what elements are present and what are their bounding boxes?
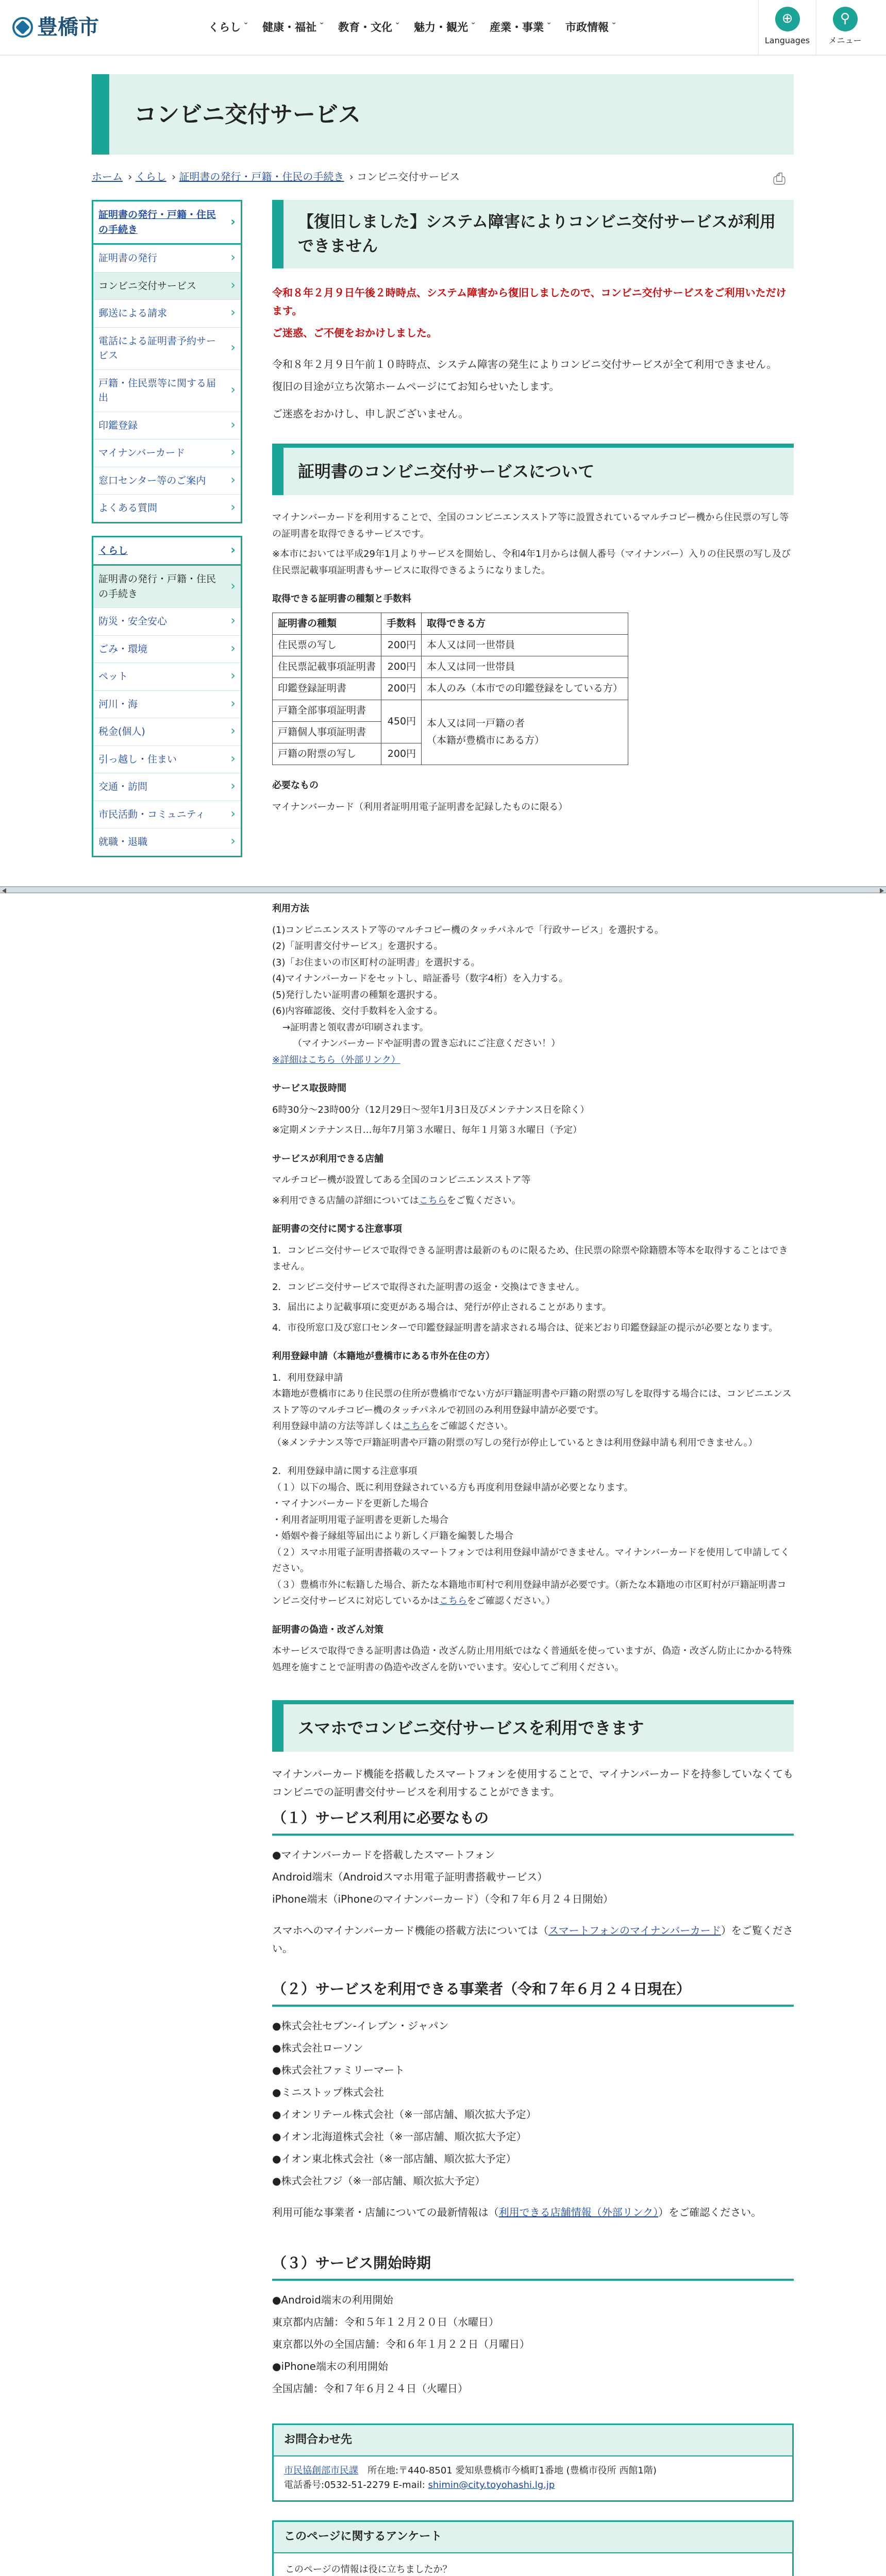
- nav-item[interactable]: 教育・文化 ⌄: [338, 18, 400, 37]
- contact-line: [284, 2478, 782, 2493]
- global-nav: [208, 18, 758, 37]
- store-item: ●イオン北海道株式会社（※一部店舗、順次拡大予定）: [272, 2130, 527, 2143]
- sidebar-item-current[interactable]: コンビニ交付サービス ›: [93, 273, 241, 300]
- stores-note: [272, 1193, 794, 1209]
- need-note: [272, 1922, 794, 1958]
- table-cell-line: 本人又は同一戸籍の者: [427, 718, 525, 730]
- table-header-row: [273, 613, 628, 634]
- menu-button[interactable]: [816, 0, 874, 55]
- breadcrumb-home[interactable]: ホーム: [92, 171, 123, 183]
- sidebar-item[interactable]: マイナンバーカード ›: [93, 439, 241, 467]
- conbini-intro: マイナンバーカードを利用することで、全国のコンビニエンスストア等に設置されているマルチコピー機から住民票の写し等の証明書を取得できるサービスです。: [272, 512, 789, 539]
- hours-text: 6時30分～23時00分（12月29日～翌年1月3日及びメンテナンス日を除く）: [272, 1104, 590, 1115]
- honseki-item: ・利用者証明用電子証明書を更新した場合: [272, 1514, 448, 1526]
- honseki-item: 本籍地が豊橋市にあり住民票の住所が豊橋市でない方が戸籍証明書や戸籍の附票の写しを取得する場合には、コンビニエンスストア等のマルチコピー機のタッチパネルで初回のみ利用登録申請が必要です。: [272, 1388, 792, 1416]
- need-item: iPhone端末（iPhoneのマイナンバーカード）（令和７年６月２４日開始）: [272, 1893, 613, 1905]
- table-cell: 200円: [381, 634, 422, 656]
- store-item: ●株式会社ローソン: [272, 2042, 363, 2054]
- honseki-item: ・マイナンバーカードを更新した場合: [272, 1498, 429, 1509]
- need-note-text: ）をご覧ください。: [272, 1924, 793, 1955]
- sidebar-item[interactable]: 就職・退職 ›: [93, 828, 241, 856]
- table-cell: 印鑑登録証明書: [273, 678, 381, 700]
- store-item: ●イオンリテール株式会社（※一部店舗、順次拡大予定）: [272, 2108, 537, 2121]
- step-item: (3)「お住まいの市区町村の証明書」を選択する。: [272, 957, 480, 968]
- survey-box: [272, 2520, 794, 2576]
- transfer-link[interactable]: こちら: [439, 1596, 467, 1606]
- smartphone-intro: マイナンバーカード機能を搭載したスマートフォンを使用することで、マイナンバーカードを持参していなくてもコンビニでの証明書交付サービスを利用することができます。: [272, 1768, 794, 1798]
- notes-title: 証明書の交付に関する注意事項: [272, 1224, 402, 1234]
- required-text: マイナンバーカード（利用者証明用電子証明書を記録したものに限る）: [272, 801, 568, 812]
- section-heading-smartphone: スマホでコンビニ交付サービスを利用できます: [272, 1700, 794, 1752]
- contact-address: 所在地:〒440-8501 愛知県豊橋市今橋町1番地 (豊橋市役所 西館1階): [367, 2465, 657, 2476]
- honseki-item: （１）以下の場合、既に利用登録されている方も再度利用登録申請が必要となります。: [272, 1482, 633, 1493]
- honseki-text: 利用登録申請の方法等詳しくは: [272, 1421, 402, 1432]
- breadcrumb: ホーム › くらし › 証明書の発行・戸籍・住民の手続き › コンビニ交付サービス: [92, 171, 460, 183]
- sidebar-item[interactable]: 戸籍・住民票等に関する届出 ›: [93, 370, 241, 412]
- table-header: 証明書の種類: [273, 613, 381, 634]
- contact-tel: 電話番号:0532-51-2279 E-mail:: [284, 2480, 425, 2491]
- honseki-item: [272, 1418, 794, 1435]
- table-cell-line: （本籍が豊橋市にある方）: [427, 735, 545, 747]
- table-cell: 本人又は同一世帯員: [422, 634, 628, 656]
- smartphone-mynumber-link[interactable]: スマートフォンのマイナンバーカード: [548, 1924, 721, 1937]
- honseki-item: （※メンテナンス等で戸籍証明書や戸籍の附票の写しの発行が停止しているときは利用登録申請も利用できません。）: [272, 1437, 758, 1448]
- sidebar-item[interactable]: 市民活動・コミュニティ ›: [93, 801, 241, 829]
- table-row: [273, 634, 628, 656]
- survey-body: [274, 2553, 792, 2576]
- nav-item[interactable]: 魅力・観光 ⌄: [414, 18, 476, 37]
- stores-sp-note-text: ）をご確認ください。: [658, 2206, 762, 2218]
- table-header: 手数料: [381, 613, 422, 634]
- nav-item[interactable]: 健康・福祉 ⌄: [262, 18, 325, 37]
- required-title: 必要なもの: [272, 780, 319, 791]
- table-header: 取得できる方: [422, 613, 628, 634]
- sidebar-item[interactable]: 窓口センター等のご案内 ›: [93, 467, 241, 495]
- page-title: コンビニ交付サービス: [92, 74, 794, 155]
- survey-heading: このページに関するアンケート: [274, 2522, 792, 2553]
- hours-note: ※定期メンテナンス日…毎年7月第３水曜日、毎年１月第３水曜日（予定）: [272, 1125, 582, 1136]
- step-item: (2)「証明書交付サービス」を選択する。: [272, 941, 443, 952]
- honseki-item: 1．利用登録申請: [272, 1372, 343, 1383]
- table-cell: 200円: [381, 656, 422, 678]
- email-link[interactable]: shimin@city.toyohashi.lg.jp: [428, 2480, 555, 2491]
- table-cell: 本人又は同一世帯員: [422, 656, 628, 678]
- menu-label: メニュー: [828, 36, 862, 45]
- stores-link[interactable]: こちら: [419, 1195, 447, 1206]
- sidebar-item[interactable]: 郵送による請求 ›: [93, 300, 241, 328]
- note-item: 1．コンビニ交付サービスで取得できる証明書は最新のものに限るため、住民票の除票や除籍謄本等本を取得することはできません。: [272, 1245, 788, 1272]
- sidebar-item[interactable]: 防災・安全安心 ›: [93, 608, 241, 636]
- fraud-title: 証明書の偽造・改ざん対策: [272, 1624, 383, 1635]
- start-item: ●Android端末の利用開始: [272, 2294, 393, 2306]
- steps-title: 利用方法: [272, 903, 309, 914]
- table-cell: 200円: [381, 743, 422, 765]
- start-item: 全国店舗：令和７年６月２４日（火曜日）: [272, 2382, 468, 2395]
- honseki-item: 2．利用登録申請に関する注意事項: [272, 1466, 417, 1477]
- fee-table: [272, 613, 628, 766]
- sidebar-item[interactable]: 引っ越し・住まい ›: [93, 746, 241, 774]
- table-cell: 戸籍個人事項証明書: [273, 721, 381, 743]
- details-external-link[interactable]: ※詳細はこちら（外部リンク）: [272, 1054, 400, 1065]
- honseki-item: [272, 1577, 794, 1609]
- stores-note-text: ※利用できる店舗の詳細については: [272, 1195, 419, 1206]
- sidebar-item[interactable]: よくある質問 ›: [93, 495, 241, 522]
- sidebar-item[interactable]: ごみ・環境 ›: [93, 636, 241, 664]
- department-link[interactable]: 市民協創部市民課: [284, 2465, 358, 2476]
- sidebar-item[interactable]: 印鑑登録 ›: [93, 412, 241, 440]
- step-item: （マイナンバーカードや証明書の置き忘れにご注意ください！）: [293, 1038, 561, 1049]
- start-item: 東京都以外の全国店舗：令和６年１月２２日（月曜日）: [272, 2338, 530, 2350]
- stores-text: マルチコピー機が設置してある全国のコンビニエンスストア等: [272, 1175, 531, 1185]
- stores-sp-note: [272, 2204, 794, 2222]
- sidebar-section-kurashi: [92, 536, 242, 857]
- honseki-item: ・婚姻や養子縁組等届出により新しく戸籍を編製した場合: [272, 1531, 513, 1541]
- step-item: (5)発行したい証明書の種類を選択する。: [272, 989, 443, 1001]
- honseki-item: （２）スマホ用電子証明書搭載のスマートフォンでは利用登録申請ができません。マイナンバーカードを使用して申請してください。: [272, 1547, 790, 1574]
- contact-line: [284, 2464, 782, 2479]
- need-item: ●マイナンバーカードを搭載したスマートフォン: [272, 1849, 495, 1861]
- site-header: [0, 0, 886, 56]
- site-logo[interactable]: [12, 9, 198, 45]
- city-emblem-icon: [12, 17, 33, 38]
- breadcrumb-kurashi[interactable]: くらし: [135, 171, 166, 183]
- languages-label: Languages: [764, 36, 810, 45]
- honseki-text: （３）豊橋市外に転籍した場合、新たな本籍地市町村で利用登録申請が必要です。（新たな本籍地の市区町村が戸籍証明書コンビニ交付サービスに対応しているかは: [272, 1579, 787, 1606]
- table-cell: 住民票記載事項証明書: [273, 656, 381, 678]
- note-item: 4．市役所窓口及び窓口センターで印鑑登録証明書を請求される場合は、従来どおり印鑑登録証の提示が必要となります。: [272, 1322, 778, 1333]
- notice-text: 復旧の目途が立ち次第ホームページにてお知らせいたします。: [272, 380, 560, 393]
- start-item: ●iPhone端末の利用開始: [272, 2360, 388, 2372]
- sidebar-item[interactable]: 証明書の発行 ›: [93, 245, 241, 273]
- search-icon: ⚲: [833, 7, 858, 31]
- sidebar-heading[interactable]: くらし ›: [93, 537, 241, 566]
- fraud-text: 本サービスで取得できる証明書は偽造・改ざん防止用用紙ではなく普通紙を使っていますが、偽造・改ざん防止にかかる特殊処理を施すことで証明書の偽造や改ざんを防いでいます。安心してご利用ください。: [272, 1646, 792, 1673]
- table-cell: [422, 700, 628, 765]
- sidebar-item[interactable]: 税金(個人) ›: [93, 718, 241, 746]
- sidebar-item-current[interactable]: 証明書の発行・戸籍・住民の手続き ›: [93, 566, 241, 608]
- store-info-external-link[interactable]: 利用できる店舗情報（外部リンク）: [498, 2206, 659, 2218]
- table-row: [273, 700, 628, 721]
- store-item: ●株式会社ファミリーマート: [272, 2064, 405, 2076]
- notice-body: [272, 284, 794, 423]
- contact-body: [274, 2456, 792, 2501]
- main-content-continued: [272, 901, 794, 2576]
- sidebar-item[interactable]: ペット ›: [93, 663, 241, 691]
- step-item: (1)コンビニエンスストア等のマルチコピー機のタッチパネルで「行政サービス」を選択する。: [272, 924, 664, 936]
- contact-box: [272, 2424, 794, 2502]
- table-cell: 本人のみ（本市での印鑑登録をしている方）: [422, 678, 628, 700]
- print-icon[interactable]: ⎙: [773, 170, 785, 188]
- languages-button[interactable]: [758, 0, 816, 55]
- stores-title: サービスが利用できる店舗: [272, 1153, 383, 1164]
- need-note-text: スマホへのマイナンバーカード機能の搭載方法については（: [272, 1924, 548, 1937]
- main-content: [272, 200, 794, 819]
- steps-list: [272, 922, 794, 1069]
- sidebar-item[interactable]: 電話による証明書予約サービス ›: [93, 328, 241, 370]
- honseki-text: をご確認ください。: [430, 1421, 513, 1432]
- stores-sp-title: （２）サービスを利用できる事業者（令和７年６月２４日現在）: [272, 1976, 794, 2007]
- nav-item[interactable]: 市政情報 ⌄: [565, 18, 617, 37]
- notice-text: ご迷惑をおかけし、申し訳ございません。: [272, 408, 469, 420]
- logo-text: 豊橋市: [37, 15, 99, 39]
- notice-red-line: 令和８年２月９日午後２時時点、システム障害から復旧しましたので、コンビニ交付サービスをご利用いただけます。: [272, 286, 787, 317]
- sidebar-heading[interactable]: 証明書の発行・戸籍・住民の手続き ›: [93, 201, 241, 245]
- survey-question: このページの情報は役に立ちましたか？: [285, 2564, 452, 2575]
- hours-title: サービス取扱時間: [272, 1083, 346, 1094]
- store-item: ●株式会社フジ（※一部店舗、順次拡大予定）: [272, 2175, 486, 2187]
- globe-icon: ⊕: [775, 7, 800, 31]
- store-item: ●イオン東北株式会社（※一部店舗、順次拡大予定）: [272, 2153, 516, 2165]
- sidebar-section-certificates: [92, 200, 242, 523]
- breadcrumb-current: コンビニ交付サービス: [357, 171, 460, 183]
- honseki-section: [272, 1370, 794, 1609]
- start-item: 東京都内店舗：令和５年１２月２０日（水曜日）: [272, 2316, 499, 2328]
- store-item: ●ミニストップ株式会社: [272, 2086, 384, 2098]
- table-cell: 戸籍の附票の写し: [273, 743, 381, 765]
- step-item: →証明書と領収書が印刷されます。: [282, 1022, 429, 1033]
- need-item: Android端末（Androidスマホ用電子証明書搭載サービス）: [272, 1871, 548, 1883]
- note-item: 3．届出により記載事項に変更がある場合は、発行が停止されることがあります。: [272, 1302, 612, 1313]
- conbini-intro-note: ※本市においては平成29年1月よりサービスを開始し、令和4年1月からは個人番号（マイナンバー）入りの住民票の写し及び住民票記載事項証明書もサービスに取得できるようになりました。: [272, 549, 791, 576]
- honseki-text: をご確認ください。）: [467, 1596, 555, 1606]
- store-item: ●株式会社セブン-イレブン・ジャパン: [272, 2020, 449, 2032]
- honseki-title: 利用登録申請（本籍地が豊橋市にある市外在住の方）: [272, 1351, 495, 1362]
- step-item: (4)マイナンバーカードをセットし、暗証番号（数字4桁）を入力する。: [272, 973, 569, 984]
- table-cell: 450円: [381, 700, 422, 743]
- table-cell: 戸籍全部事項証明書: [273, 700, 381, 721]
- table-cell: 200円: [381, 678, 422, 700]
- breadcrumb-certificates[interactable]: 証明書の発行・戸籍・住民の手続き: [179, 171, 344, 183]
- notice-heading: 【復旧しました】システム障害によりコンビニ交付サービスが利用できません: [272, 200, 794, 268]
- table-cell: 住民票の写し: [273, 634, 381, 656]
- step-item: (6)内容確認後、交付手数料を入金する。: [272, 1006, 443, 1016]
- sidebar: [92, 200, 242, 870]
- contact-heading: お問合わせ先: [274, 2425, 792, 2456]
- sidebar-item[interactable]: 交通・訪問 ›: [93, 773, 241, 801]
- notice-text: 令和８年２月９日午前１０時時点、システム障害の発生によりコンビニ交付サービスが全て利用できません。: [272, 358, 777, 370]
- nav-item[interactable]: 産業・事業 ⌄: [490, 18, 552, 37]
- screenshot-divider: [0, 886, 886, 893]
- nav-item[interactable]: くらし ⌄: [208, 18, 249, 37]
- sidebar-item[interactable]: 河川・海 ›: [93, 691, 241, 719]
- table-row: [273, 678, 628, 700]
- registration-link[interactable]: こちら: [402, 1421, 430, 1432]
- start-title: （３）サービス開始時期: [272, 2250, 794, 2281]
- table-row: [273, 656, 628, 678]
- notice-red-line: ご迷惑、ご不便をおかけしました。: [272, 327, 437, 339]
- fee-title: 取得できる証明書の種類と手数料: [272, 594, 411, 604]
- stores-note-text: をご覧ください。: [446, 1195, 521, 1206]
- need-title: （１）サービス利用に必要なもの: [272, 1805, 794, 1836]
- section-heading-conbini: 証明書のコンビニ交付サービスについて: [272, 444, 794, 495]
- stores-sp-note-text: 利用可能な事業者・店舗についての最新情報は（: [272, 2206, 499, 2218]
- conbini-section: [272, 510, 794, 815]
- header-tools: [758, 0, 874, 55]
- note-item: 2．コンビニ交付サービスで取得された証明書の返金・交換はできません。: [272, 1281, 585, 1293]
